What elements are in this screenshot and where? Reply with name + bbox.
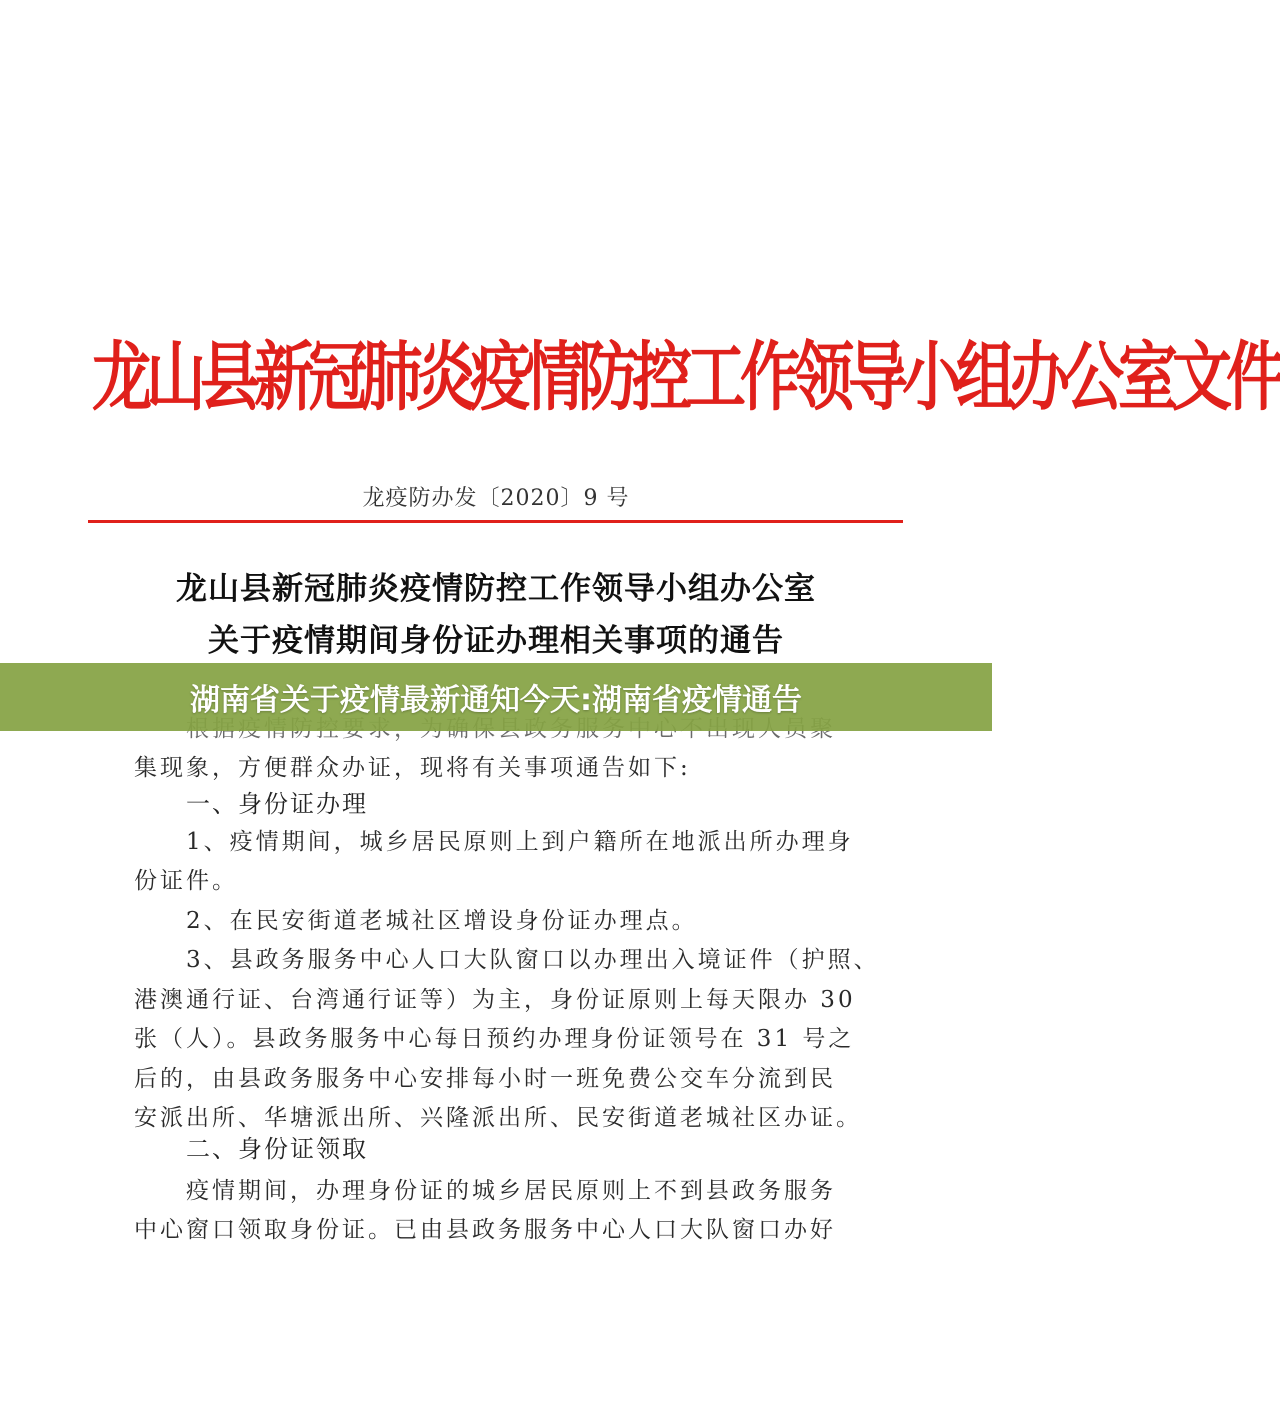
body-line: 中心窗口领取身份证。已由县政务服务中心人口大队窗口办好 xyxy=(134,1217,836,1243)
notice-title-line-1: 龙山县新冠肺炎疫情防控工作领导小组办公室 xyxy=(176,571,816,607)
body-line: 张（人）。县政务服务中心每日预约办理身份证领号在 31 号之 xyxy=(134,1026,855,1052)
red-divider xyxy=(88,520,903,523)
body-line: 3、县政务服务中心人口大队窗口以办理出入境证件（护照、 xyxy=(186,947,880,973)
body-line: 2、在民安街道老城社区增设身份证办理点。 xyxy=(186,908,698,934)
notice-title-line-2: 关于疫情期间身份证办理相关事项的通告 xyxy=(208,623,784,659)
body-line: 集现象，方便群众办证，现将有关事项通告如下: xyxy=(134,755,691,781)
caption-text: 湖南省关于疫情最新通知今天:湖南省疫情通告 xyxy=(190,683,802,718)
section-heading-id-collection: 二、身份证领取 xyxy=(186,1135,368,1163)
caption-banner xyxy=(0,663,992,731)
body-line: 港澳通行证、台湾通行证等）为主，身份证原则上每天限办 30 xyxy=(134,987,856,1013)
body-line: 安派出所、华塘派出所、兴隆派出所、民安街道老城社区办证。 xyxy=(134,1105,862,1131)
issuer-header: 龙山县新冠肺炎疫情防控工作领导小组办公室文件 xyxy=(92,334,1280,422)
body-line: 疫情期间，办理身份证的城乡居民原则上不到县政务服务 xyxy=(186,1178,836,1204)
body-line: 后的，由县政务服务中心安排每小时一班免费公交车分流到民 xyxy=(134,1066,836,1092)
body-line: 1、疫情期间，城乡居民原则上到户籍所在地派出所办理身 xyxy=(186,829,854,855)
section-heading-id-application: 一、身份证办理 xyxy=(186,790,368,818)
document-number: 龙疫防办发〔2020〕9 号 xyxy=(362,486,630,511)
body-line: 份证件。 xyxy=(134,868,238,894)
